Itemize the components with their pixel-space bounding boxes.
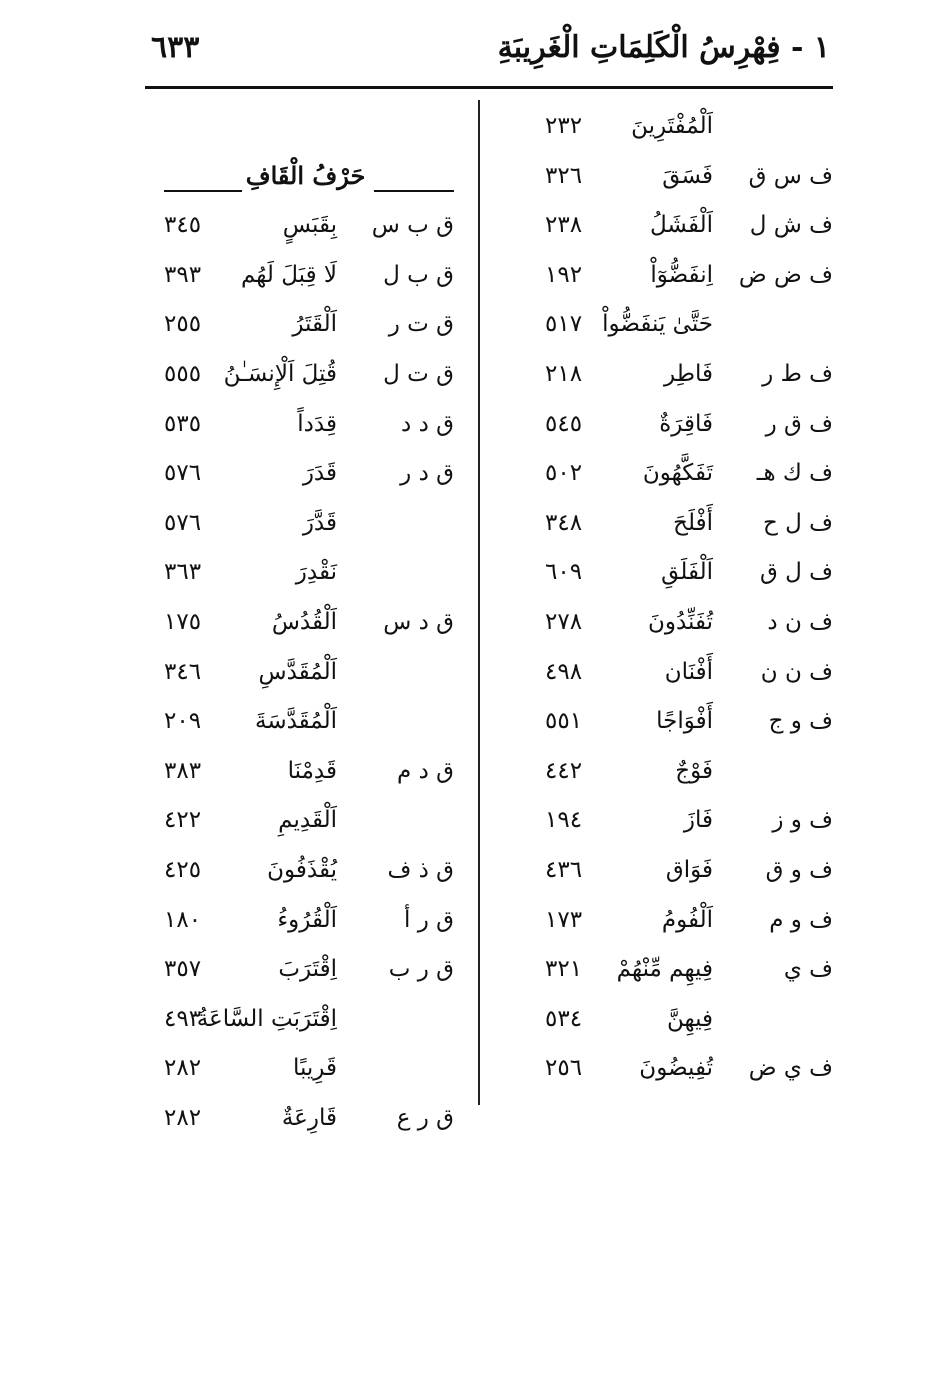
index-entry xyxy=(150,451,460,501)
entry-word: قَدَّرَ xyxy=(302,509,337,536)
entry-root: ف و م xyxy=(769,906,833,933)
entry-root: ف ق ر xyxy=(765,410,833,437)
column-divider xyxy=(478,100,480,1105)
entry-page-ref: ١٧٣ xyxy=(545,906,583,933)
entry-page-ref: ٥٤٥ xyxy=(545,410,583,437)
section-heading-text: حَرْفُ الْقَافِ xyxy=(245,160,366,190)
entry-page-ref: ٥٧٦ xyxy=(164,460,202,487)
entry-page-ref: ٥٣٥ xyxy=(164,410,202,437)
entry-word: اَلْفَشَلُ xyxy=(650,212,713,239)
entry-root: ف ش ل xyxy=(749,212,833,239)
entry-word: اَلْقَتَرُ xyxy=(292,311,337,338)
entry-word: قَارِعَةٌ xyxy=(281,1104,337,1131)
right-column xyxy=(515,104,833,1096)
entry-word: أَفْنَان xyxy=(664,658,713,685)
entry-page-ref: ٥٥١ xyxy=(545,708,583,735)
entry-page-ref: ١٩٤ xyxy=(545,807,583,834)
entry-root: ق د د xyxy=(401,410,454,437)
entry-word: اَلْقُرُوءُ xyxy=(277,906,337,933)
entry-word: اِقْتَرَبَ xyxy=(278,956,337,983)
entry-word: فَوْجٌ xyxy=(675,757,713,784)
entry-word: اَلْقُدُسُ xyxy=(271,608,337,635)
page-title: ١ - فِهْرِسُ الْكَلِمَاتِ الْغَرِيبَةِ xyxy=(497,30,830,65)
heading-rule-right xyxy=(374,190,454,192)
entry-page-ref: ٢٣٨ xyxy=(545,212,583,239)
entry-root: ف و ق xyxy=(765,856,833,883)
section-heading xyxy=(150,154,460,204)
entry-word: فِيهِم مِّنْهُمْ xyxy=(616,956,713,983)
entry-page-ref: ٢٥٦ xyxy=(545,1055,583,1082)
index-entry xyxy=(515,501,833,551)
index-entry xyxy=(515,154,833,204)
entry-word: اِنفَضُّوٓاْ xyxy=(650,261,713,288)
heading-rule-left xyxy=(164,190,242,192)
entry-word: قَدَرَ xyxy=(302,460,337,487)
index-entry xyxy=(515,650,833,700)
entry-root: ف ط ر xyxy=(762,360,833,387)
index-entry xyxy=(515,302,833,352)
entry-page-ref: ٤٢٥ xyxy=(164,856,202,883)
entry-page-ref: ٤٤٢ xyxy=(545,757,583,784)
entry-word: تُفِيضُونَ xyxy=(639,1055,713,1082)
entry-word: فَاطِر xyxy=(664,360,713,387)
index-entry xyxy=(150,203,460,253)
entry-root: ف ض ض xyxy=(738,261,833,288)
index-entry xyxy=(515,451,833,501)
index-entry xyxy=(150,1096,460,1146)
entry-word: قِدَداً xyxy=(297,410,337,437)
entry-root: ف ك هـ xyxy=(756,460,833,487)
entry-root: ق ب س xyxy=(371,212,454,239)
entry-page-ref: ٢٨٢ xyxy=(164,1104,202,1131)
entry-page-ref: ٢١٨ xyxy=(545,360,583,387)
entry-word: قَدِمْنَا xyxy=(287,757,337,784)
index-entry xyxy=(515,848,833,898)
entry-root: ق د ر xyxy=(400,460,454,487)
entry-word: اَلْمُفْتَرِينَ xyxy=(631,113,713,139)
entry-page-ref: ٣٤٥ xyxy=(164,212,202,239)
index-entry xyxy=(150,848,460,898)
entry-word: اَلْفَلَقِ xyxy=(661,559,713,586)
index-entry xyxy=(150,550,460,600)
entry-word: فَسَقَ xyxy=(662,162,713,189)
entry-root: ق د س xyxy=(383,608,454,635)
entry-root: ق د م xyxy=(397,757,454,784)
entry-page-ref: ٥٣٤ xyxy=(545,1005,583,1032)
index-entry xyxy=(150,501,460,551)
entry-page-ref: ٤٩٨ xyxy=(545,658,583,685)
entry-root: ف ن ن xyxy=(760,658,833,685)
index-entry xyxy=(515,550,833,600)
entry-page-ref: ٢٠٩ xyxy=(164,708,202,735)
column-spacer xyxy=(150,104,460,154)
entry-root: ف ل ح xyxy=(762,509,833,536)
entry-root: ف ي xyxy=(783,956,833,983)
entry-root: ف و ز xyxy=(772,807,833,834)
entry-word: حَتَّىٰ يَنفَضُّواْ xyxy=(602,311,713,338)
index-entry xyxy=(150,352,460,402)
entry-root: ق ر ب xyxy=(388,956,454,983)
entry-root: ق ذ ف xyxy=(387,856,454,883)
left-column xyxy=(150,104,460,1145)
index-entry xyxy=(515,798,833,848)
entry-word: قُتِلَ اَلْإِنسَـٰنُ xyxy=(223,360,337,387)
entry-page-ref: ٥٧٦ xyxy=(164,509,202,536)
entry-page-ref: ٥٠٢ xyxy=(545,460,583,487)
index-entry xyxy=(515,997,833,1047)
header-rule xyxy=(145,86,833,89)
entry-word: فِيهِنَّ xyxy=(666,1005,713,1032)
entry-page-ref: ٣٢١ xyxy=(545,956,583,983)
index-entry xyxy=(515,947,833,997)
index-entry xyxy=(150,997,460,1047)
entry-page-ref: ٣٥٧ xyxy=(164,956,202,983)
entry-root: ق ر ع xyxy=(396,1104,454,1131)
index-entry xyxy=(150,798,460,848)
index-entry xyxy=(515,104,833,154)
entry-root: ف س ق xyxy=(748,162,833,189)
entry-word: نَقْدِرَ xyxy=(295,559,337,586)
entry-word: فَوَاق xyxy=(665,856,713,883)
entry-page-ref: ١٨٠ xyxy=(164,906,202,933)
entry-page-ref: ٢٥٥ xyxy=(164,311,202,338)
index-entry xyxy=(150,947,460,997)
entry-word: فَازَ xyxy=(683,807,713,834)
entry-word: تَفَكَّهُونَ xyxy=(642,460,713,487)
entry-page-ref: ٣٦٣ xyxy=(164,559,202,586)
entry-word: اَلْقَدِيمِ xyxy=(278,807,337,834)
index-entry xyxy=(515,749,833,799)
entry-page-ref: ١٧٥ xyxy=(164,608,202,635)
entry-root: ق ت ر xyxy=(388,311,454,338)
entry-root: ق ت ل xyxy=(383,360,454,387)
index-entry xyxy=(515,600,833,650)
entry-word: تُفَنِّدُونَ xyxy=(647,608,713,635)
entry-page-ref: ٤٢٢ xyxy=(164,807,202,834)
entry-root: ف ل ق xyxy=(759,559,833,586)
entry-root: ف ي ض xyxy=(748,1055,833,1082)
entry-page-ref: ٣٨٣ xyxy=(164,757,202,784)
entry-root: ق ب ل xyxy=(383,261,454,288)
entry-page-ref: ٢٣٢ xyxy=(545,113,583,139)
entry-page-ref: ٣٩٣ xyxy=(164,261,202,288)
entry-word: يُقْذَفُونَ xyxy=(267,856,337,883)
entry-page-ref: ٤٩٣ xyxy=(164,1005,202,1032)
entry-word: أَفْوَاجًا xyxy=(656,708,713,735)
entry-page-ref: ١٩٢ xyxy=(545,261,583,288)
index-entry xyxy=(515,898,833,948)
entry-root: ق ر أ xyxy=(404,906,454,933)
page-number: ٦٣٣ xyxy=(151,30,200,65)
entry-page-ref: ٣٤٨ xyxy=(545,509,583,536)
index-entry xyxy=(515,352,833,402)
entry-root: ف ن د xyxy=(767,608,833,635)
index-entry xyxy=(150,1046,460,1096)
index-entry xyxy=(515,203,833,253)
entry-page-ref: ٣٤٦ xyxy=(164,658,202,685)
index-entry xyxy=(515,253,833,303)
entry-word: لَا قِبَلَ لَهُم xyxy=(240,261,337,288)
index-entry xyxy=(150,600,460,650)
entry-word: اَلْمُقَدَّسَةَ xyxy=(254,708,337,735)
entry-page-ref: ٥٥٥ xyxy=(164,360,202,387)
index-entry xyxy=(515,402,833,452)
entry-word: قَرِيبًا xyxy=(292,1055,337,1082)
index-entry xyxy=(150,253,460,303)
entry-page-ref: ٦٠٩ xyxy=(545,559,583,586)
entry-word: اَلْفُومُ xyxy=(661,906,713,933)
index-entry xyxy=(515,699,833,749)
entry-page-ref: ٥١٧ xyxy=(545,311,583,338)
entry-page-ref: ٣٢٦ xyxy=(545,162,583,189)
page-header xyxy=(145,18,830,78)
entry-word: اَلْمُقَدَّسِ xyxy=(258,658,337,685)
entry-page-ref: ٤٣٦ xyxy=(545,856,583,883)
entry-page-ref: ٢٧٨ xyxy=(545,608,583,635)
index-entry xyxy=(150,699,460,749)
entry-word: فَاقِرَةٌ xyxy=(659,410,713,437)
index-entry xyxy=(150,749,460,799)
entry-word: أَفْلَحَ xyxy=(673,509,713,536)
entry-word: بِقَبَسٍ xyxy=(282,212,337,239)
entry-page-ref: ٢٨٢ xyxy=(164,1055,202,1082)
index-entry xyxy=(150,898,460,948)
index-entry xyxy=(150,650,460,700)
index-entry xyxy=(515,1046,833,1096)
index-entry xyxy=(150,302,460,352)
entry-word: اِقْتَرَبَتِ السَّاعَةُ xyxy=(196,1005,337,1032)
entry-root: ف و ج xyxy=(768,708,833,735)
index-entry xyxy=(150,402,460,452)
